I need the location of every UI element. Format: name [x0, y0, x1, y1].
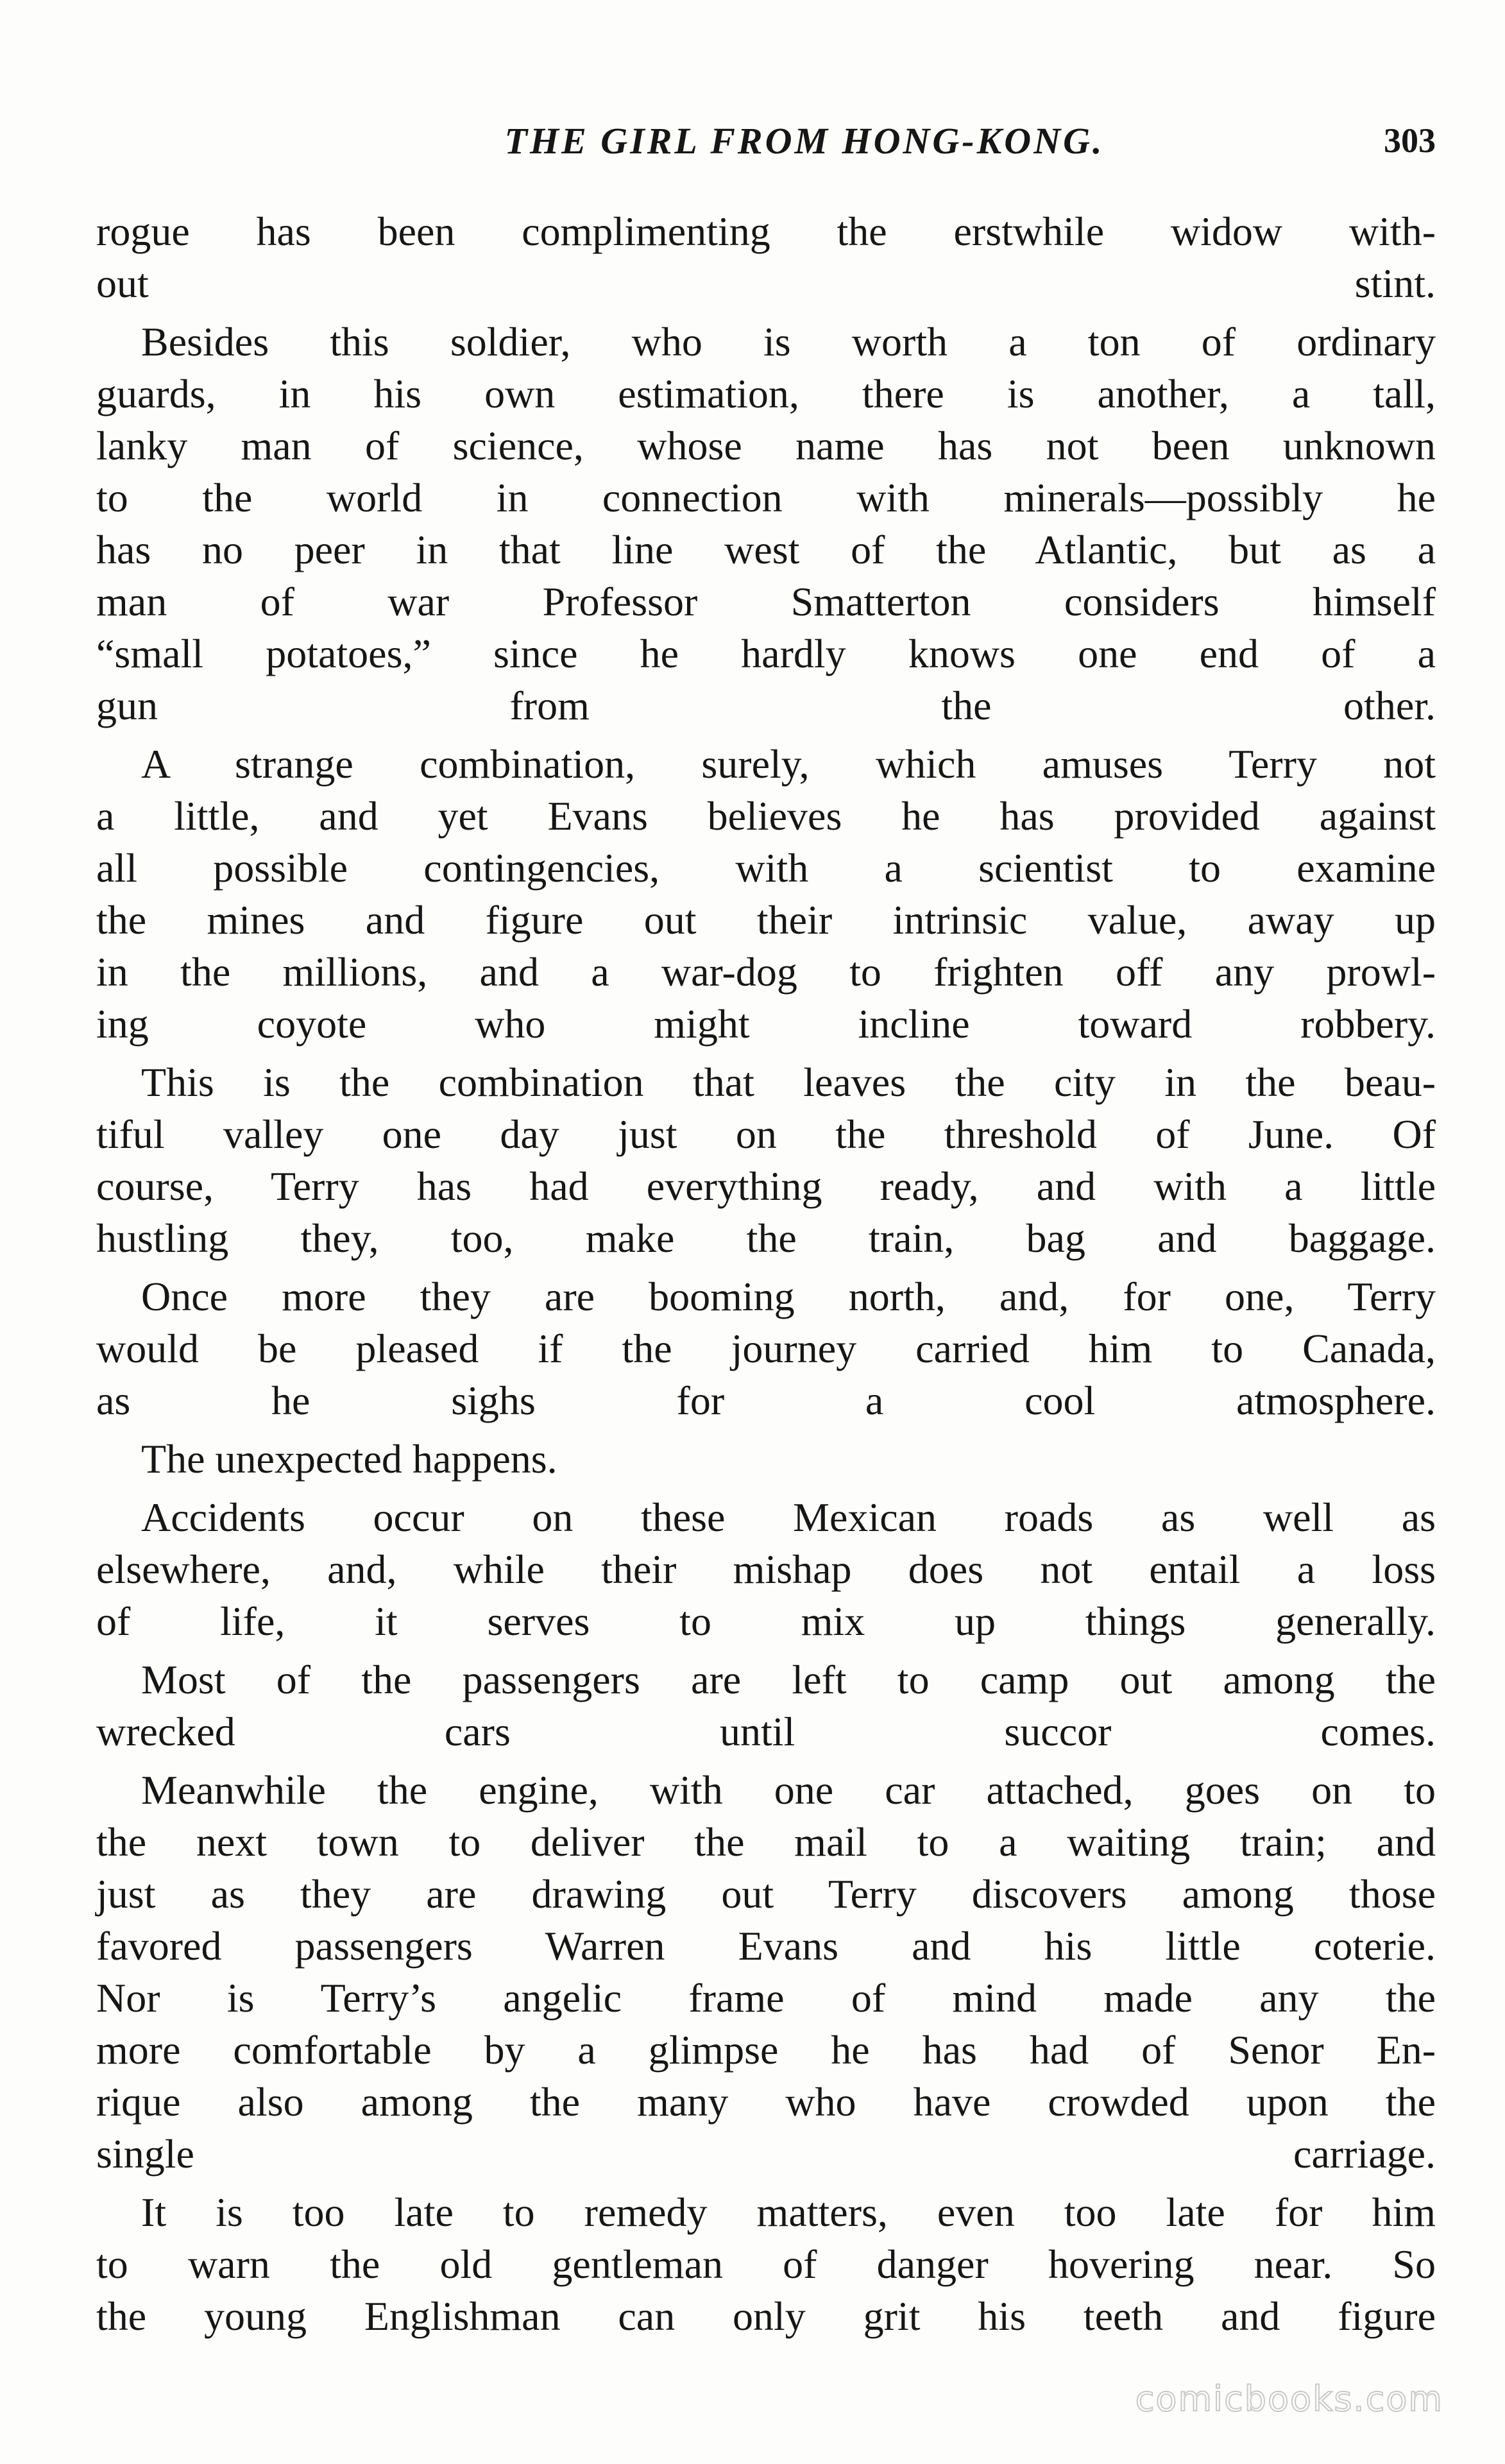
paragraph-2: Besides this soldier, who is worth a ton of ordinary guards, in his own estimation, there is another, a tall, lanky man of science, whose name has not been unknown to the world in connection with minerals—possibly he has no peer in that line west of the Atlantic, but as a man of war Professor Smatterton considers himself “small potatoes,” since he hardly knows one end of a gun from the other.	[96, 319, 1436, 728]
paragraph-9: Meanwhile the engine, with one car attached, goes on to the next town to deliver the mail to a waiting train; and just as they are drawing out Terry discovers among those favored passengers Warren Evans and his little coterie. Nor is Terry’s angelic frame of mind made any the more comfortable by a glimpse he has had of Senor En- rique also among the many who have crowded upon the single carriage.	[96, 1767, 1436, 2177]
page-number: 303	[1384, 121, 1436, 160]
text-body	[96, 205, 1436, 2348]
paragraph-3: A strange combination, surely, which amuses Terry not a little, and yet Evans believes he has provided against all possible contingencies, with a scientist to examine the mines and figure out their intrinsic value, away up in the millions, and a war-dog to frighten off any prowl- ing coyote who might incline toward robbery.	[96, 741, 1436, 1047]
paragraph-1: rogue has been complimenting the erstwhile widow with- out stint.	[96, 209, 1436, 306]
paragraph-5: Once more they are booming north, and, for one, Terry would be pleased if the journey carried him to Canada, as he sighs for a cool atmosphere.	[96, 1274, 1436, 1423]
paragraph-10: It is too late to remedy matters, even too late for him to warn the old gentleman of danger hovering near. So the young Englishman can only grit his teeth and figure	[96, 2189, 1436, 2339]
site-watermark: comicbooks.com	[1135, 2379, 1443, 2419]
running-head	[96, 119, 1436, 164]
running-title: THE GIRL FROM HONG-KONG.	[504, 120, 1105, 162]
paragraph-4: This is the combination that leaves the city in the beau- tiful valley one day just on the threshold of June. Of course, Terry has had everything ready, and with a little hustling they, too, make the train, bag and baggage.	[96, 1059, 1436, 1261]
paragraph-7: Accidents occur on these Mexican roads as well as elsewhere, and, while their mishap does not entail a loss of life, it serves to mix up things generally.	[96, 1494, 1436, 1644]
paragraph-8: Most of the passengers are left to camp out among the wrecked cars until succor comes.	[96, 1657, 1436, 1754]
paragraph-6: The unexpected happens.	[141, 1436, 557, 1482]
